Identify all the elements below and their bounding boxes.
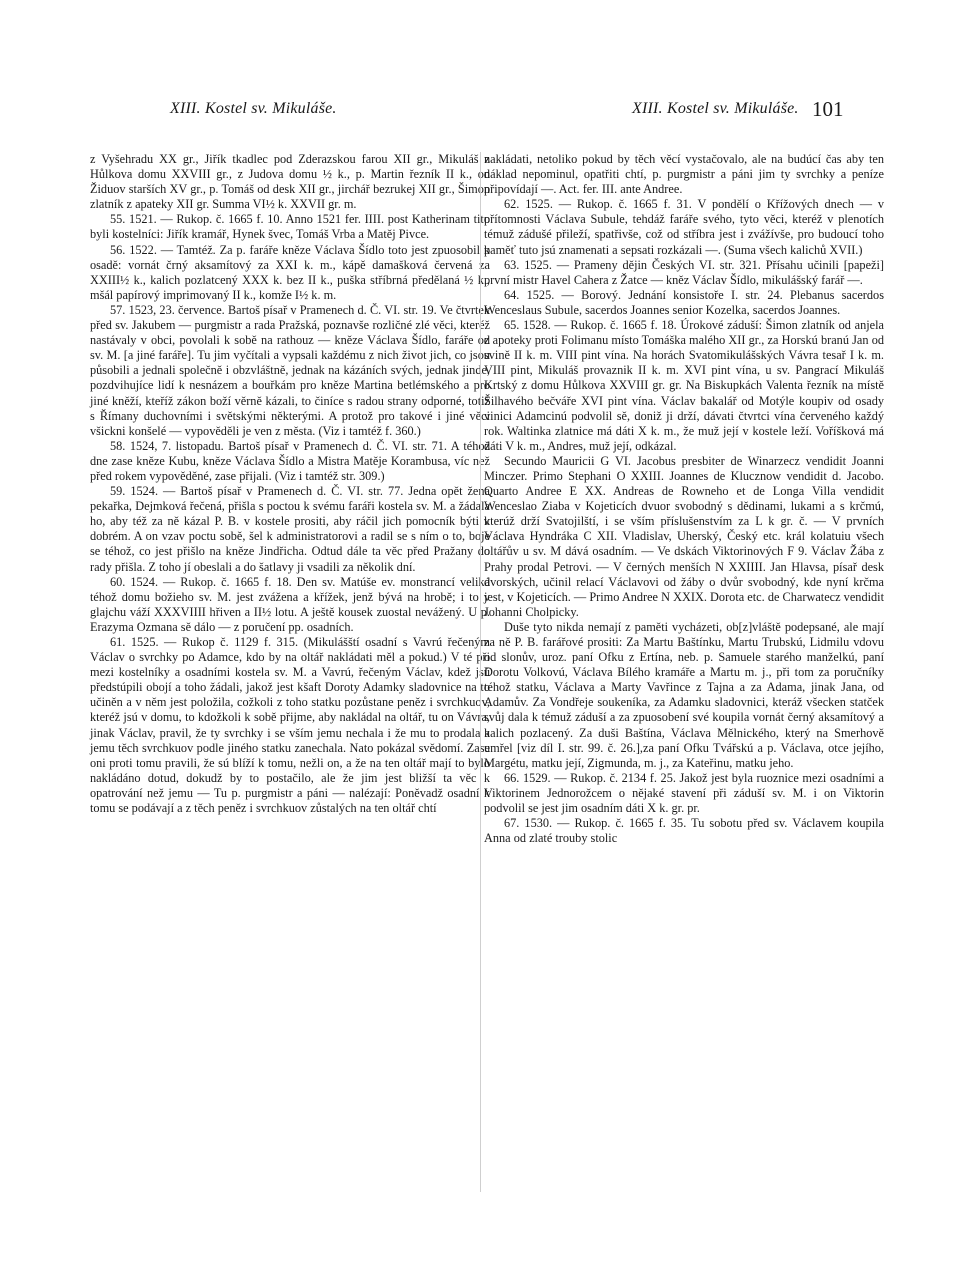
running-header [0,97,960,130]
text-paragraph: 55. 1521. — Rukop. č. 1665 f. 10. Anno 1521 fer. IIII. post Katherinam tito byli kostelníci: Jiřík kramář, Hynek švec, Tomáš Vrba a Matěj Pivce. [90,212,490,242]
text-paragraph: nakládati, netoliko pokud by těch věcí vystačovalo, ale na budúcí čas aby ten náklad nepominul, opatřiti chtí, p. purgmistr a páni jim ty svrchky a peníze připovídají —. Act. fer. III. ante Andree. [484,152,884,197]
text-paragraph: 57. 1523, 23. července. Bartoš písař v Pramenech d. Č. VI. str. 19. Ve čtvrtek před sv. Jakubem — purgmistr a rada Pražská, poznavše rozličné zlé věci, kteréž nastávaly v obci, povolali k sobě na rathouz — kněze Václava Šídlo, faráře od sv. M. [a jiné faráře]. Tu jim vyčítali a vypsali každému z nich život jich, co jsou působili a jednali společně i obzvláštně, jednak na kázáních svých, jednak jinde, pozdvihujíce lidí k nesnázem a bouřkám pro kněze Martina betlémského a pro jiné kněží, kteříž zákon boží věrně kázali, to činíce s radou strany odporné, totiž s Římany duchovními i světskými některými. A protož pro takové i jiné věci všickni konšelé — vypověděli je ven z města. (Viz i tamtéž f. 360.) [90,302,490,438]
text-paragraph: 66. 1529. — Rukop. č. 2134 f. 25. Jakož jest byla ruoznice mezi osadními a Viktorinem Jednorožcem o nějaké stavení při záduší sv. M. i on Viktorin podvolil se jest jim osadním dáti X k. gr. pr. [484,770,884,816]
left-column [90,152,490,816]
text-paragraph: 60. 1524. — Rukop. č. 1665 f. 18. Den sv. Matúše ev. monstrancí veliká téhož domu božieho sv. M. jest zvážena a křížek, jenž bývá na hrobě; i to v glajchu váží XXXVIIII hřiven a II½ lotu. A ještě kousek zuostal nevážený. U p. Erazyma Ozmana sě dálo — z poručení pp. osadních. [90,574,490,634]
page-number: 101 [812,97,844,121]
text-paragraph: 67. 1530. — Rukop. č. 1665 f. 35. Tu sobotu před sv. Václavem koupila Anna od zlaté trouby stolic [484,816,884,846]
text-paragraph: Duše tyto nikda nemají z paměti vycházeti, ob[z]vláště podepsané, ale mají za ně P. B. farářové prositi: Za Martu Baštínku, Martu Trubskú, Lidmilu vdovu od slonův, uroz. paní Ofku z Ertína, neb. p. Samuele starého manželkú, paní Dorotu Volkovú, Václava Bílého kramáře a Martu m. j., při tom za poručníky téhož statku, Václava a Marty Vavřince z Tajna a za Adama, jinak Jana, od Adamův. Za Vondřeje soukeníka, za Adamku sladovnici, kteráž všecken statček svůj dala k témuž záduší a za zpuosobení své koupila vornát černý aksamítový a kalich pozlacený. Za duši Baštína, Václava Mělnického, který na Smerhově umřel [viz díl I. str. 99. č. 26.],za paní Ofku Tvářskú a p. Václava, otce jejího, Margétu, matku její, Zigmunda, m. j., za Kateřinu, matku jeho. [484,619,884,770]
left-running-title: XIII. Kostel sv. Mikuláše. [170,100,337,117]
text-paragraph: 65. 1528. — Rukop. č. 1665 f. 18. Úrokové záduší: Šimon zlatník od anjela z apoteky proti Folimanu místo Tomáška malého XII gr., za Horskú branú Jan od svině II k. m. VIII pint vína. Na horách Svatomikulášských Vávra tesař I k. m. VIII pint, Mikuláš provaznik II k. m. XVI pint vína, u sv. Pangrací Mikuláš Krtský z domu Hůlkova XXVIII gr. gr. Na Biskupkách Valenta řezník na místě Šilhavého bečváře XVI pint vína. Václav bakalář od Motýle koupiv od osady vinici Adamcinú podvolil sě, doniž ji drží, dávati čtvrtci vína červeného každý rok. Waltinka zlatnice má dáti X k. m., že muž její v kostele leží. Voříšková má dáti V k. m., Andres, muž její, odkázal. [484,318,884,453]
text-paragraph: 64. 1525. — Borový. Jednání konsistoře I. str. 24. Plebanus sacerdos Wenceslaus Subule, sacerdos Joannes senior Kozelka, sacerdos Joannes. [484,287,884,317]
text-paragraph: 56. 1522. — Tamtéž. Za p. faráře kněze Václava Šídlo toto jest zpuosobil k osadě: vornát črný aksamítový za XXI k. m., kápě damašková červená za XXIII½ k., kalich pozlatcený XXX k. bez II k., puška stříbrná předělaná ½ k., mšál papírový imprimovaný II k., komže I½ k. m. [90,242,490,302]
text-paragraph: 63. 1525. — Prameny dějin Českých VI. str. 321. Přísahu učinili [papeži] první mistr Havel Cahera z Žatce — kněz Václav Šídlo, mikulášský farář —. [484,257,884,287]
text-paragraph: 59. 1524. — Bartoš písař v Pramenech d. Č. VI. str. 77. Jedna opět žena pekařka, Dejmková řečená, přišla s poctou k svému faráři kostela sv. M. a žádala ho, aby též za ně kázal P. B. v kostele prositi, aby ráčil jich pomocník býti v dobrém. A on vzav poctu sobě, šel k administratorovi a radil se s ním o to, boje se téhož, co jest přišlo na kněze Jindřicha. Odtud dále ta věc před Pražany do rady přišla. Z toho jí obeslali a do šatlavy ji vsadili za několik dní. [90,484,490,574]
text-paragraph: 58. 1524, 7. listopadu. Bartoš písař v Pramenech d. Č. VI. str. 71. A téhož dne zase kněze Kubu, kněze Václava Šídlo a Mistra Matěje Korambusa, víc než před rokem vypověděné, zase přijali. (Viz i tamtéž str. 309.) [90,438,490,483]
text-paragraph: Secundo Mauricii G VI. Jacobus presbiter de Winarzecz vendidit Joanni Minczer. Primo Stephani O XXIII. Joannes de Klucznow vendidit d. Jacobo. Quarto Andree E XX. Andreas de Rowneho et de Longa Villa vendidit Wenceslao Ziaba v Kojeticích dvuor svobodný s dědinami, lukami a s krčmú, kterúž drží Svatojilští, i se vším příslušenstvím za L k gr. č. — V prvních Václava Hyndráka C XII. Vladislav, Uherský, Český etc. král kolatuiu všech oltářův u sv. M dává osadním. — Ve dskách Viktorinových F 9. Václav Žába z Prahy prodal Petrovi. — V černých menších N XXIIII. Jan Hlavsa, písař desk dvorských, učinil relací Václavovi od žáby o dvůr svobodný, kde nyní krčma jest, v Kojeticích. — Primo Andree N XXIX. Dorota etc. de Charwatecz vendidit Johanni Cholpicky. [484,453,884,619]
right-column [484,152,884,846]
text-paragraph: z Vyšehradu XX gr., Jiřík tkadlec pod Zderazskou farou XII gr., Mikuláš z Hůlkova domu XXVIII gr., z Judova domu ½ k., p. Martin řezník II k., od Židuov starších XV gr., p. Tomáš od desk XII gr., jirchář bezrukej XII gr., Šimon zlatník z apateky XII gr. Summa VI½ k. XXVII gr. m. [90,152,490,212]
right-running-title: XIII. Kostel sv. Mikuláše. [632,100,799,117]
text-paragraph: 62. 1525. — Rukop. č. 1665 f. 31. V pondělí o Křížových dnech — v přítomnosti Václava Subule, tehdáž faráře svého, tyto věci, kteréž v plenotích témuž zádušé přileží, spatřivše, což od stříbra jest i zvážívše, pro budoucí toho paměť tuto jsú znamenati a sepsati rozkázali —. (Suma všech kalichů XVII.) [484,197,884,257]
column-divider [480,152,481,1192]
text-paragraph: 61. 1525. — Rukop č. 1129 f. 315. (Mikulášští osadní s Vavrú řečeným Václav o svrchky po Adamce, kdo by na oltář nakládati měl a pokud.) V té při mezi kostelníky a osadními kostela sv. M. a Vavrú, řečeným Václav, kdež jsú předstúpili obojí a toho žádali, jakož jest kšaft Doroty Adamky sladovnice na to učiněn a v něm jest položila, cožkoli z toho statku pozůstane peněz i svrchkuov, kteréž jsú v domu, to kdožkoli k sobě přijme, aby nakládal na oltář, tu on Vávra, jinak Václav, pravil, že ty svrchky i se vším jemu nechala i že mu to prodala a jemu těch svrchkuov podle jiného statku zanechala. Nato pokázal svědomí. Zase oni proti tomu pravili, že sú blíží k tomu, nežli on, a že na ten oltář mají to bylo nakládáno dotud, dokudž by to postačilo, ale že jim jest bližší ta věc k opatrování než jemu — Tu p. purgmistr a páni — nalézají: Poněvadž osadní k tomu se podávají a z těch peněz i svrchkuov zůstalých na ten oltář chtí [90,635,490,816]
